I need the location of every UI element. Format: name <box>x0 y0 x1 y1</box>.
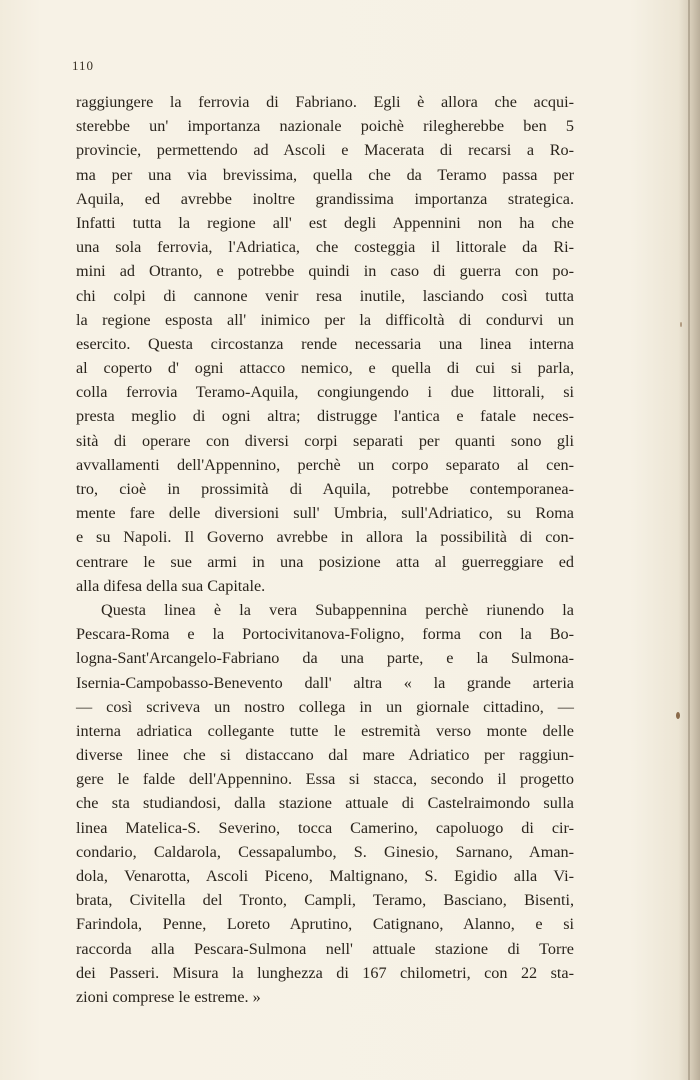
text-line: condario, Caldarola, Cessapalumbo, S. Ginesio, Sarnano, Aman- <box>76 842 574 861</box>
page-binding-edge <box>688 0 690 1080</box>
text-line: sterebbe un' importanza nazionale poichè rilegherebbe ben 5 <box>76 117 574 136</box>
text-line: una sola ferrovia, l'Adriatica, che costeggia il littorale da Ri- <box>76 238 574 257</box>
text-line: ma per una via brevissima, quella che da Teramo passa per <box>76 165 574 184</box>
text-line: colla ferrovia Teramo-Aquila, congiungendo i due littorali, si <box>76 383 574 402</box>
text-line: linea Matelica-S. Severino, tocca Camerino, capoluogo di cir- <box>76 818 574 837</box>
text-line: provincie, permettendo ad Ascoli e Macerata di recarsi a Ro- <box>76 141 574 160</box>
text-line: chi colpi di cannone venir resa inutile, lasciando così tutta <box>76 286 574 305</box>
body-text <box>76 90 574 1009</box>
text-line: dei Passeri. Misura la lunghezza di 167 chilometri, con 22 sta- <box>76 963 574 982</box>
paragraph-1 <box>76 90 574 598</box>
text-line: e su Napoli. Il Governo avrebbe in allora la possibilità di con- <box>76 528 574 547</box>
text-line: — così scriveva un nostro collega in un giornale cittadino, — <box>76 697 574 716</box>
text-line: presta meglio di ogni altra; distrugge l'antica e fatale neces- <box>76 407 574 426</box>
text-line: mini ad Otranto, e potrebbe quindi in caso di guerra con po- <box>76 262 574 281</box>
ink-speck <box>680 322 682 327</box>
text-line: raggiungere la ferrovia di Fabriano. Egli è allora che acqui- <box>76 93 574 111</box>
text-line: Isernia-Campobasso-Benevento dall' altra « la grande arteria <box>76 673 574 692</box>
text-line: avvallamenti dell'Appennino, perchè un corpo separato al cen- <box>76 455 574 474</box>
text-line: logna-Sant'Arcangelo-Fabriano da una parte, e la Sulmona- <box>76 649 574 668</box>
ink-speck <box>676 712 680 719</box>
text-line: che sta studiandosi, dalla stazione attuale di Castelraimondo sulla <box>76 794 574 813</box>
text-line: interna adriatica collegante tutte le estremità verso monte delle <box>76 721 574 740</box>
page-number: 110 <box>72 58 95 73</box>
text-line: zioni comprese le estreme. » <box>76 987 261 1006</box>
text-line: la regione esposta all' inimico per la difficoltà di condurvi un <box>76 310 574 329</box>
text-line: gere le falde dell'Appennino. Essa si stacca, secondo il progetto <box>76 770 574 789</box>
text-line: sità di operare con diversi corpi separati per quanti sono gli <box>76 431 574 450</box>
text-line: al coperto d' ogni attacco nemico, e quella di cui si parla, <box>76 359 574 378</box>
text-line: raccorda alla Pescara-Sulmona nell' attuale stazione di Torre <box>76 939 574 958</box>
text-line: esercito. Questa circostanza rende necessaria una linea interna <box>76 334 574 353</box>
text-line: Pescara-Roma e la Portocivitanova-Foligno, forma con la Bo- <box>76 625 574 644</box>
text-line: dola, Venarotta, Ascoli Piceno, Maltignano, S. Egidio alla Vi- <box>76 867 574 885</box>
text-line: Aquila, ed avrebbe inoltre grandissima importanza strategica. <box>76 189 574 208</box>
paragraph-2 <box>76 598 574 1009</box>
text-line: brata, Civitella del Tronto, Campli, Teramo, Basciano, Bisenti, <box>76 891 574 910</box>
text-line: Farindola, Penne, Loreto Aprutino, Catignano, Alanno, e si <box>76 915 574 934</box>
text-line: diverse linee che si distaccano dal mare Adriatico per raggiun- <box>76 746 574 765</box>
text-line: centrare le sue armi in una posizione atta al guerreggiare ed <box>76 552 574 571</box>
text-line: alla difesa della sua Capitale. <box>76 576 266 595</box>
text-line: mente fare delle diversioni sull' Umbria, sull'Adriatico, su Roma <box>76 504 574 523</box>
text-line: tro, cioè in prossimità di Aquila, potrebbe contemporanea- <box>76 480 574 498</box>
text-line: Infatti tutta la regione all' est degli Appennini non ha che <box>76 213 574 232</box>
text-line: Questa linea è la vera Subappennina perchè riunendo la <box>101 600 574 619</box>
